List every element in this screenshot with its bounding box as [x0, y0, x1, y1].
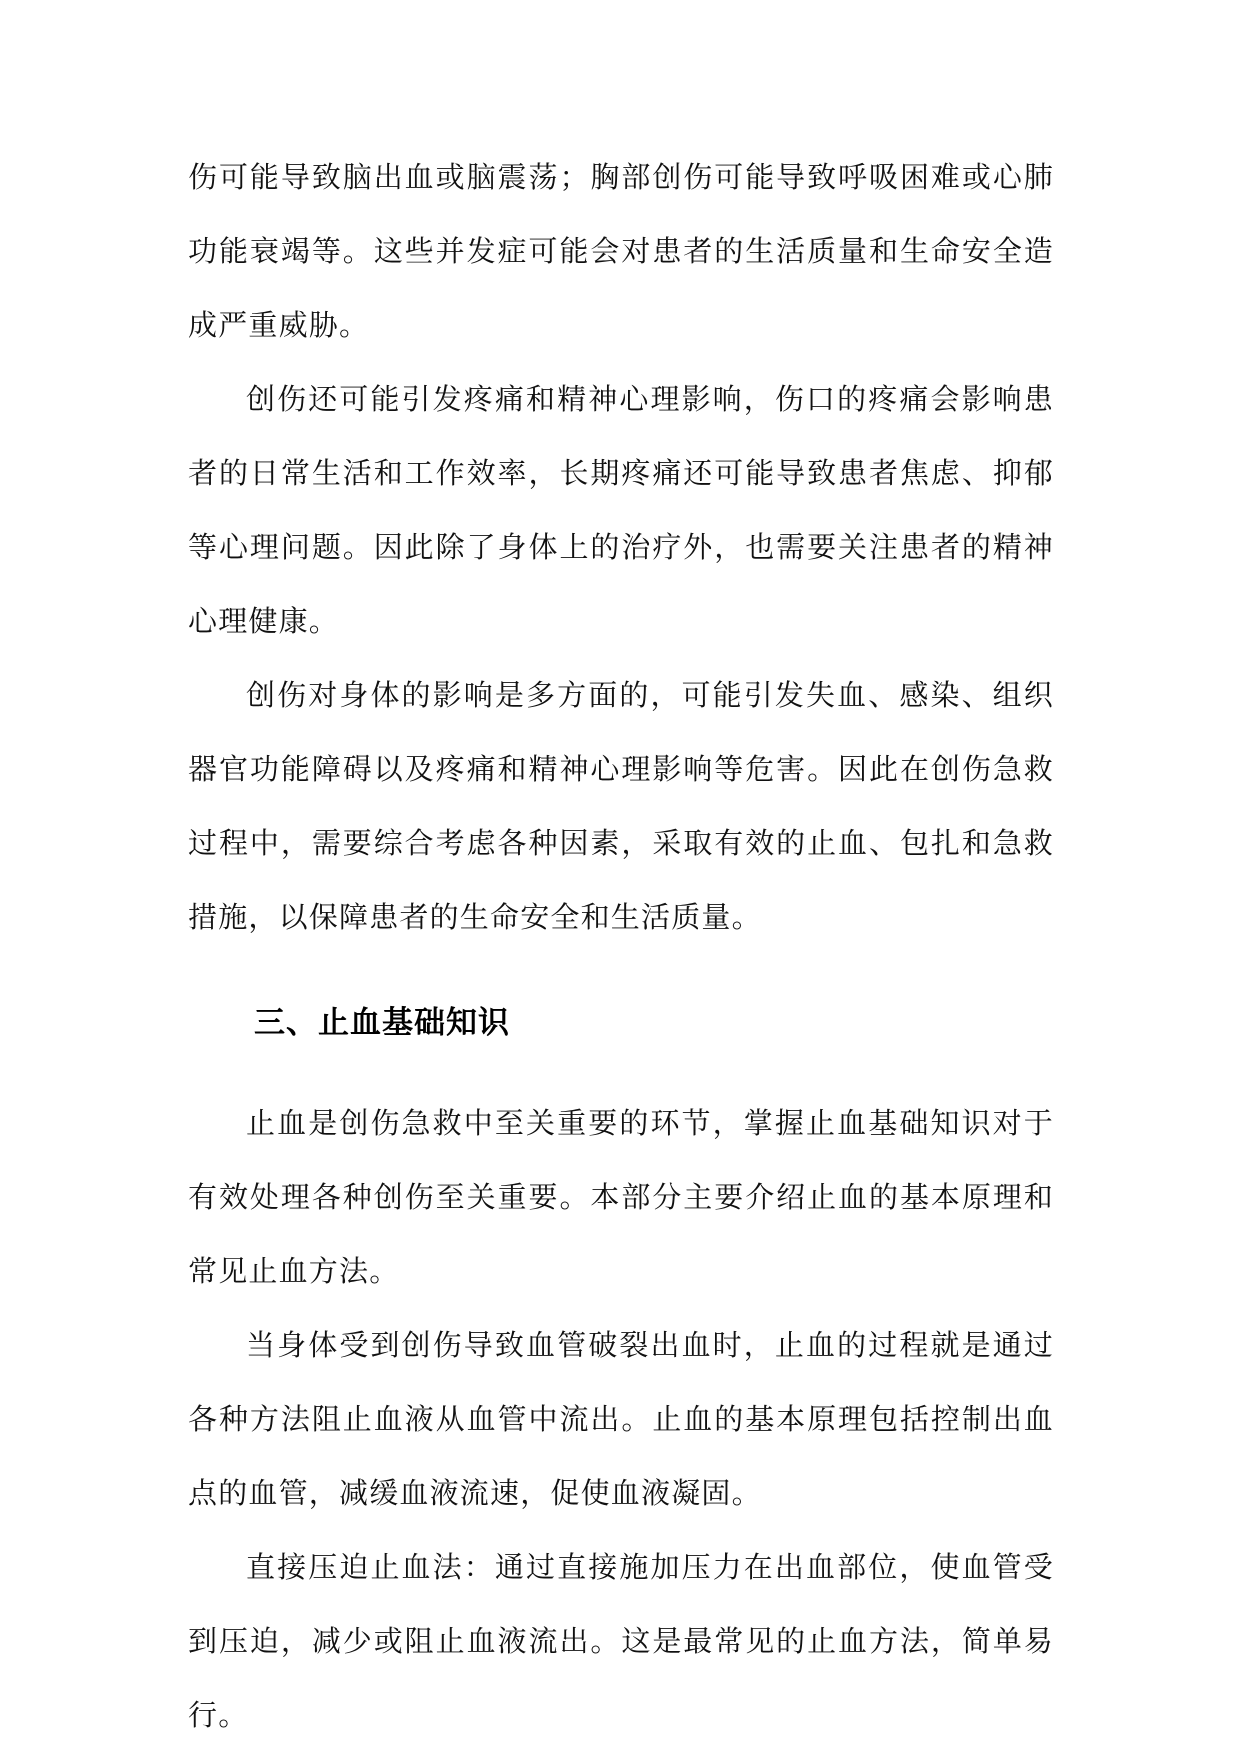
paragraph-trauma-effects: 创伤对身体的影响是多方面的，可能引发失血、感染、组织器官功能障碍以及疼痛和精神心理影响等危害。因此在创伤急救过程中，需要综合考虑各种因素，采取有效的止血、包扎和急救措施，以保障患者的生命安全和生活质量。	[188, 678, 1054, 934]
paragraph-pain-psychology: 创伤还可能引发疼痛和精神心理影响，伤口的疼痛会影响患者的日常生活和工作效率，长期疼痛还可能导致患者焦虑、抑郁等心理问题。因此除了身体上的治疗外，也需要关注患者的精神心理健康。	[188, 382, 1054, 638]
section-heading: 三、止血基础知识	[254, 1005, 510, 1041]
paragraph-hemostasis-intro: 止血是创伤急救中至关重要的环节，掌握止血基础知识对于有效处理各种创伤至关重要。本部分主要介绍止血的基本原理和常见止血方法。	[188, 1106, 1054, 1288]
paragraph-continued: 伤可能导致脑出血或脑震荡；胸部创伤可能导致呼吸困难或心肺功能衰竭等。这些并发症可能会对患者的生活质量和生命安全造成严重威胁。	[188, 160, 1054, 342]
paragraph-direct-pressure: 直接压迫止血法：通过直接施加压力在出血部位，使血管受到压迫，减少或阻止血液流出。这是最常见的止血方法，简单易行。	[188, 1550, 1054, 1732]
document-body	[188, 140, 1054, 1752]
paragraph-hemostasis-principle: 当身体受到创伤导致血管破裂出血时，止血的过程就是通过各种方法阻止血液从血管中流出。止血的基本原理包括控制出血点的血管，减缓血液流速，促使血液凝固。	[188, 1328, 1054, 1510]
